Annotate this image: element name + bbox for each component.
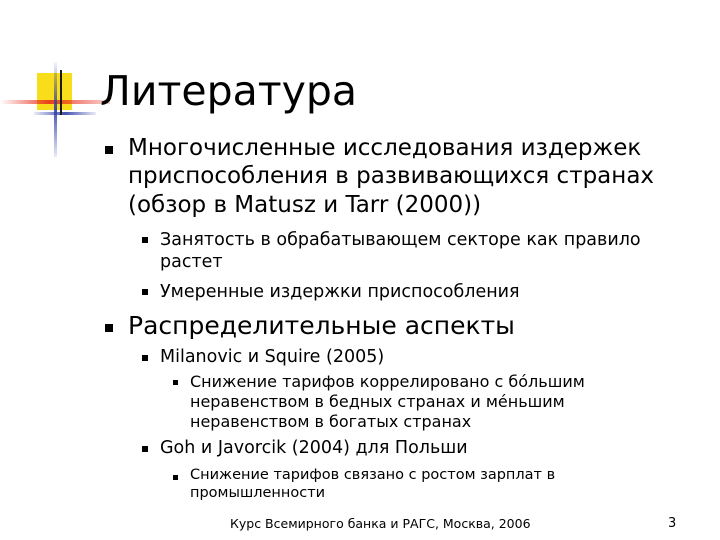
subbullet-marker — [142, 237, 148, 243]
page-number: 3 — [668, 516, 677, 531]
bullet-1-line-1: Многочисленные исследования издержек — [128, 135, 642, 161]
slide-title: Литература — [100, 67, 358, 115]
bullet-1-line-2: приспособления в развивающихся странах — [128, 163, 655, 189]
bullet-1-line-3: (обзор в Matusz и Tarr (2000)) — [128, 192, 482, 218]
subbullet-marker — [142, 446, 148, 452]
subbullet-marker — [142, 289, 148, 295]
footer-text: Курс Всемирного банка и РАГС, Москва, 2006 — [230, 516, 531, 531]
subsubbullet-2-1-1-line-1: Снижение тарифов коррелировано с бóльшим — [190, 372, 585, 391]
subbullet-1-1-line-2: растет — [160, 252, 223, 272]
subbullet-2-1-line-1: Milanovic и Squire (2005) — [160, 347, 385, 367]
subbullet-1-2-line-1: Умеренные издержки приспособления — [160, 282, 520, 302]
bullet-marker — [105, 324, 113, 332]
subsubbullet-2-1-1-line-2: неравенством в бедных странах и мéньшим — [190, 392, 565, 411]
subbullet-marker — [142, 355, 148, 361]
subsubbullet-marker — [173, 475, 178, 480]
bullet-marker — [105, 146, 113, 154]
subbullet-1-1-line-1: Занятость в обрабатывающем секторе как правило — [160, 230, 641, 250]
bullet-2-line-1: Распределительные аспекты — [128, 311, 515, 340]
subsubbullet-marker — [173, 380, 178, 385]
subsubbullet-2-2-1-line-2: промышленности — [190, 485, 326, 501]
subsubbullet-2-1-1-line-3: неравенством в богатых странах — [190, 412, 472, 431]
subsubbullet-2-2-1-line-1: Снижение тарифов связано с ростом зарплат в — [190, 467, 556, 483]
subbullet-2-2-line-1: Goh и Javorcik (2004) для Польши — [160, 438, 468, 458]
